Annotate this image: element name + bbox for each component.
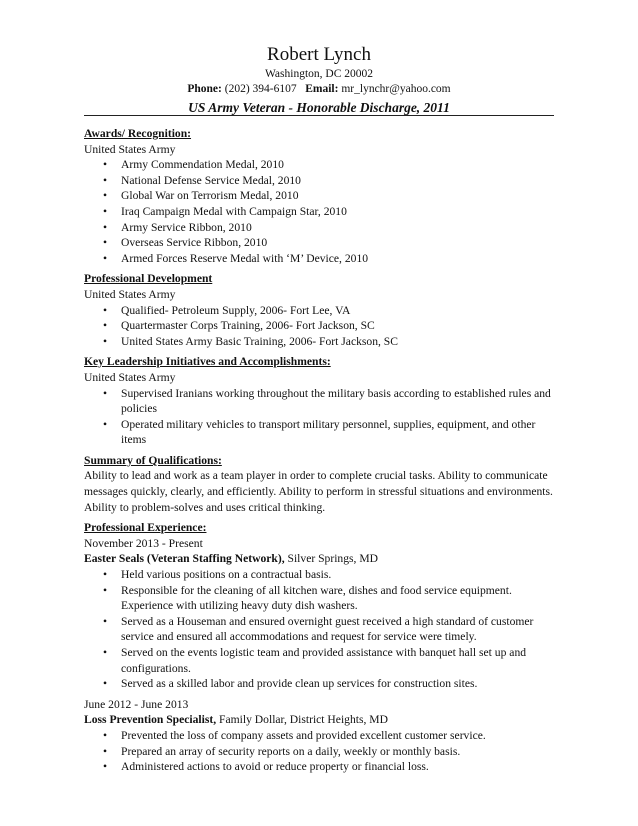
job-location: Family Dollar, District Heights, MD [216, 713, 388, 727]
qualifications-summary: Ability to lead and work as a team player in order to complete crucial tasks. Ability to communicate messages quickly, clearly, and efficiently. Ability to perform in stressful situations and environments. Ability to problem-solves and uses critical thinking. [84, 469, 553, 514]
job-dates: June 2012 - June 2013 [84, 697, 189, 711]
list-item: • Armed Forces Reserve Medal with ‘M’ Device, 2010 [121, 251, 554, 267]
list-item: • Iraq Campaign Medal with Campaign Star, 2010 [121, 204, 554, 220]
awards-list [84, 157, 554, 266]
list-item: • National Defense Service Medal, 2010 [121, 173, 554, 189]
job-duties-list [84, 728, 554, 775]
section-heading: Professional Development [84, 272, 213, 286]
list-item: • Prevented the loss of company assets and provided excellent customer service. [121, 728, 554, 744]
resume-header [0, 0, 638, 117]
job-dates: November 2013 - Present [84, 536, 203, 550]
resume-body [84, 126, 554, 775]
contact-line [0, 82, 638, 97]
list-item: • Administered actions to avoid or reduce property or financial loss. [121, 759, 554, 775]
list-item: • Served as a skilled labor and provide clean up services for construction sites. [121, 676, 554, 692]
list-item: • Overseas Service Ribbon, 2010 [121, 235, 554, 251]
section-heading: Summary of Qualifications: [84, 453, 222, 467]
list-item: • Army Service Ribbon, 2010 [121, 220, 554, 236]
candidate-name: Robert Lynch [267, 44, 371, 65]
organization: United States Army [84, 287, 176, 301]
leadership-section [84, 354, 554, 448]
header-divider [84, 115, 554, 116]
job-entry [84, 536, 554, 692]
development-list [84, 303, 554, 350]
awards-section [84, 126, 554, 266]
email-label: Email: [305, 83, 339, 95]
qualifications-section [84, 453, 554, 515]
list-item: • Quartermaster Corps Training, 2006- Fort Jackson, SC [121, 318, 554, 334]
job-title: Easter Seals (Veteran Staffing Network), [84, 552, 285, 566]
list-item: • Held various positions on a contractual basis. [121, 567, 554, 583]
job-title: Loss Prevention Specialist, [84, 713, 217, 727]
list-item: • Prepared an array of security reports on a daily, weekly or monthly basis. [121, 744, 554, 760]
development-section [84, 271, 554, 349]
list-item: • Responsible for the cleaning of all kitchen ware, dishes and food service equipment. Experience with utilizing heavy duty dish washers. [121, 583, 554, 614]
list-item: • Global War on Terrorism Medal, 2010 [121, 188, 554, 204]
section-heading: Awards/ Recognition: [84, 127, 192, 140]
list-item: • Army Commendation Medal, 2010 [121, 157, 554, 173]
veteran-status: US Army Veteran - Honorable Discharge, 2011 [188, 100, 450, 115]
organization: United States Army [84, 142, 176, 156]
list-item: • Operated military vehicles to transport military personnel, supplies, equipment, and other items [121, 417, 554, 448]
experience-section [84, 520, 554, 775]
job-title-line [84, 551, 554, 567]
job-title-line [84, 712, 554, 728]
job-entry [84, 697, 554, 775]
section-heading: Key Leadership Initiatives and Accomplishments: [84, 355, 331, 369]
phone-number: (202) 394-6107 [224, 83, 297, 95]
email-address: mr_lynchr@yahoo.com [341, 83, 451, 95]
section-heading: Professional Experience: [84, 521, 207, 535]
list-item: • United States Army Basic Training, 2006- Fort Jackson, SC [121, 334, 554, 350]
organization: United States Army [84, 370, 176, 384]
address: Washington, DC 20002 [264, 68, 373, 80]
job-location: Silver Springs, MD [284, 552, 379, 566]
list-item: • Supervised Iranians working throughout the military basis according to established rules and policies [121, 386, 554, 417]
list-item: • Qualified- Petroleum Supply, 2006- Fort Lee, VA [121, 303, 554, 319]
phone-label: Phone: [187, 83, 222, 95]
list-item: • Served as a Houseman and ensured overnight guest received a high standard of customer service and ensured all accommodations and request for service were timely. [121, 614, 554, 645]
job-duties-list [84, 567, 554, 692]
list-item: • Served on the events logistic team and provided assistance with banquet hall set up and configurations. [121, 645, 554, 676]
leadership-list [84, 386, 554, 448]
